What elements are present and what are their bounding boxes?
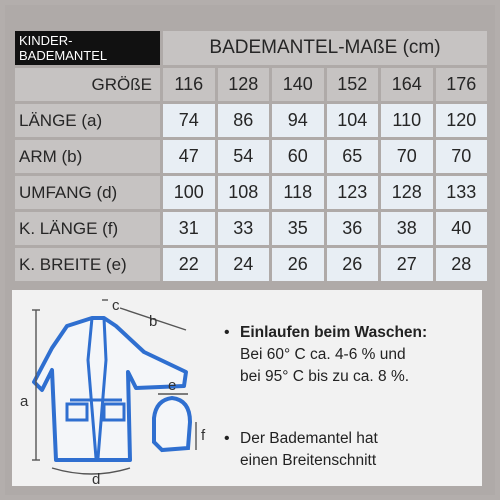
- value-cell: 28: [436, 248, 488, 281]
- size-cell: 116: [163, 68, 215, 101]
- size-cell: 140: [272, 68, 324, 101]
- value-cell: 74: [163, 104, 215, 137]
- row-label: K. LÄNGE (f): [15, 212, 160, 245]
- value-cell: 70: [381, 140, 433, 173]
- value-cell: 60: [272, 140, 324, 173]
- table-row: [15, 212, 487, 245]
- cut-line-1: Der Bademantel hat: [240, 430, 378, 447]
- shrink-line-2: bei 95° C bis zu ca. 8 %.: [240, 368, 410, 385]
- info-panel: [12, 290, 482, 486]
- dimension-label-c: c: [112, 297, 120, 314]
- value-cell: 100: [163, 176, 215, 209]
- bullet-icon: •: [224, 430, 230, 447]
- product-title: KINDER-BADEMANTEL: [15, 31, 160, 65]
- dimension-label-b: b: [149, 313, 158, 330]
- measures-header: BADEMANTEL-MAßE (cm): [163, 31, 487, 65]
- value-cell: 35: [272, 212, 324, 245]
- size-table: [12, 28, 490, 284]
- size-cell: 152: [327, 68, 379, 101]
- bullet-icon: •: [224, 324, 230, 341]
- hood-outline: [154, 398, 190, 450]
- size-cell: 128: [218, 68, 270, 101]
- value-cell: 38: [381, 212, 433, 245]
- value-cell: 36: [327, 212, 379, 245]
- value-cell: 86: [218, 104, 270, 137]
- dimension-label-e: e: [168, 377, 177, 394]
- value-cell: 128: [381, 176, 433, 209]
- table-header-row: [15, 31, 487, 65]
- value-cell: 133: [436, 176, 488, 209]
- value-cell: 118: [272, 176, 324, 209]
- row-label: UMFANG (d): [15, 176, 160, 209]
- value-cell: 54: [218, 140, 270, 173]
- value-cell: 123: [327, 176, 379, 209]
- value-cell: 22: [163, 248, 215, 281]
- value-cell: 120: [436, 104, 488, 137]
- shrink-title: Einlaufen beim Waschen:: [240, 324, 428, 341]
- value-cell: 108: [218, 176, 270, 209]
- value-cell: 26: [272, 248, 324, 281]
- value-cell: 40: [436, 212, 488, 245]
- dimension-label-f: f: [201, 427, 206, 444]
- table-row: [15, 248, 487, 281]
- size-cell: 164: [381, 68, 433, 101]
- value-cell: 104: [327, 104, 379, 137]
- table-row: [15, 140, 487, 173]
- value-cell: 27: [381, 248, 433, 281]
- value-cell: 70: [436, 140, 488, 173]
- shrink-line-1: Bei 60° C ca. 4-6 % und: [240, 346, 406, 363]
- row-label: K. BREITE (e): [15, 248, 160, 281]
- value-cell: 65: [327, 140, 379, 173]
- size-label: GRÖßE: [15, 68, 160, 101]
- cut-line-2: einen Breitenschnitt: [240, 452, 377, 469]
- value-cell: 94: [272, 104, 324, 137]
- cut-note: [224, 428, 378, 472]
- dimension-label-a: a: [20, 393, 29, 410]
- dimension-label-d: d: [92, 471, 101, 486]
- value-cell: 31: [163, 212, 215, 245]
- row-label: LÄNGE (a): [15, 104, 160, 137]
- size-cell: 176: [436, 68, 488, 101]
- table-row: [15, 104, 487, 137]
- row-label: ARM (b): [15, 140, 160, 173]
- shrink-note: [224, 322, 428, 388]
- value-cell: 33: [218, 212, 270, 245]
- table-row: [15, 176, 487, 209]
- value-cell: 47: [163, 140, 215, 173]
- value-cell: 24: [218, 248, 270, 281]
- value-cell: 110: [381, 104, 433, 137]
- value-cell: 26: [327, 248, 379, 281]
- size-row: [15, 68, 487, 101]
- bathrobe-diagram: [12, 290, 232, 486]
